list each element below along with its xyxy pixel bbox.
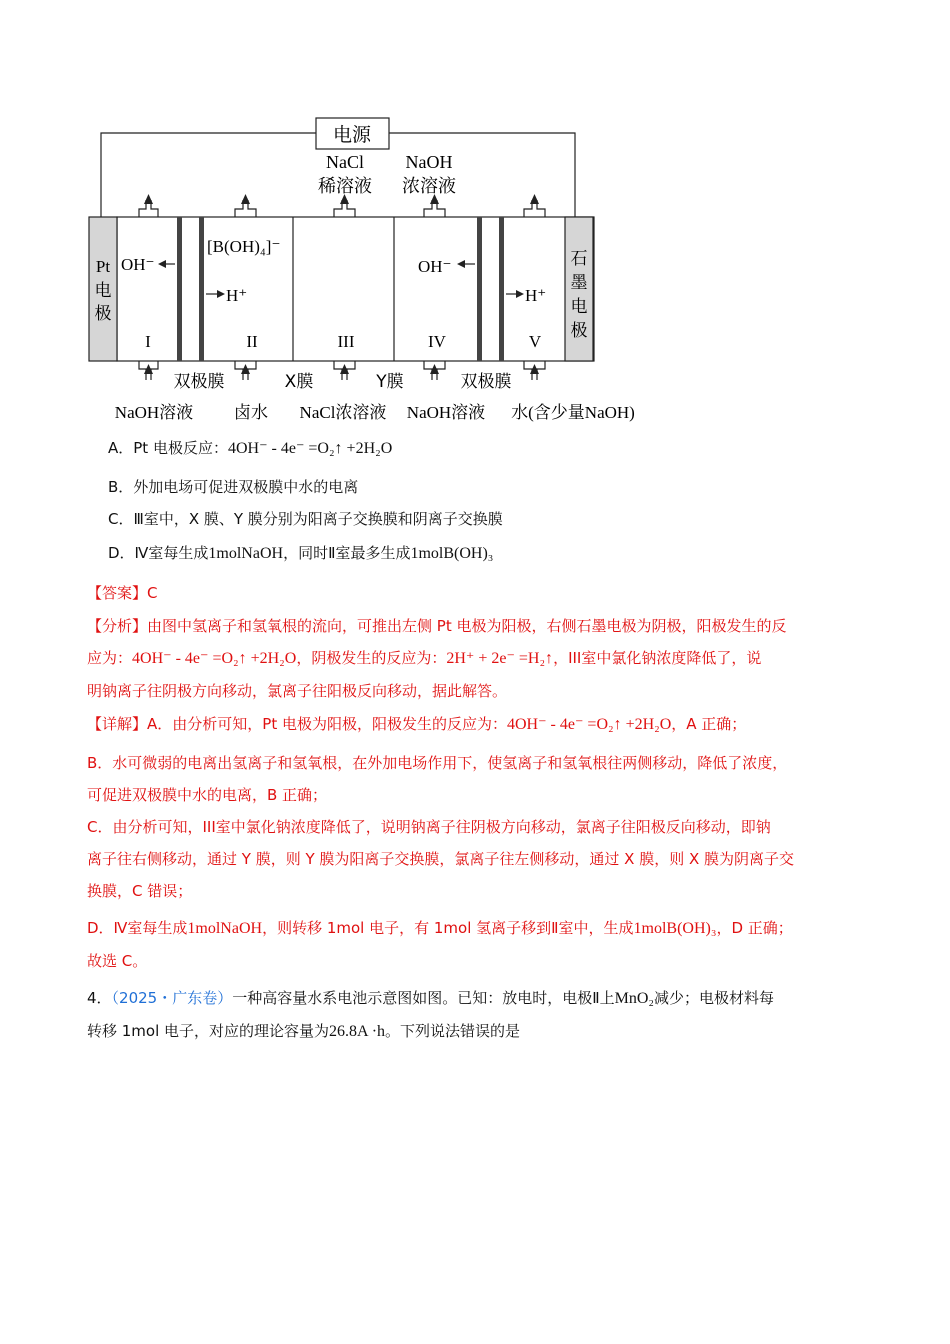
option-a-text: A．Pt 电极反应： — [108, 439, 228, 457]
option-d — [108, 543, 493, 564]
detail-block — [87, 708, 862, 977]
graphite-electrode-char-1: 石 — [570, 249, 588, 269]
bipolar-membrane-right-a — [477, 217, 482, 361]
chamber-3: III — [337, 332, 355, 351]
input-1: NaOH溶液 — [114, 403, 194, 422]
detail-conclusion: 故选 C。 — [87, 952, 148, 970]
analysis-block — [87, 610, 862, 707]
electrolysis-diagram — [80, 112, 660, 434]
question-4-line-1 — [87, 982, 862, 1015]
membrane-bipolar-right: 双极膜 — [460, 372, 512, 392]
question-4-number: 4． — [87, 989, 112, 1007]
option-d-naoh: 1molNaOH — [208, 545, 284, 562]
chamber-2: II — [246, 332, 258, 351]
analysis-text-2a: 应为： — [87, 649, 133, 667]
question-4-source: （2025・广东卷） — [111, 989, 233, 1007]
detail-line-c3: 换膜，C 错误； — [87, 882, 193, 900]
input-2: 卤水 — [234, 403, 268, 423]
membrane-y: Y膜 — [376, 372, 404, 392]
membrane-x: X膜 — [284, 372, 314, 392]
question-4 — [87, 982, 862, 1048]
analysis-text-2b: ，阴极发生的反应为： — [296, 649, 447, 667]
answer-line — [87, 577, 862, 609]
answer-value: C — [147, 584, 158, 602]
detail-a-text: A．由分析可知，Pt 电极为阳极，阳极发生的反应为： — [147, 715, 507, 733]
analysis-line-1 — [87, 610, 862, 642]
detail-label: 【详解】 — [87, 715, 148, 733]
question-4-mno2: MnO₂ — [614, 990, 654, 1007]
analysis-label: 【分析】 — [87, 617, 148, 635]
pt-electrode-char-3: 极 — [94, 304, 112, 324]
ion-boh4: [B(OH)₄]⁻ — [207, 237, 281, 256]
graphite-electrode-char-3: 电 — [570, 297, 588, 317]
power-source-label: 电源 — [332, 124, 372, 146]
anode-equation: 4OH⁻ - 4e⁻ =O₂↑ +2H₂O — [132, 650, 297, 667]
question-4-text-3: 转移 1mol 电子，对应的理论容量为 — [87, 1022, 330, 1040]
label-naoh-conc: 浓溶液 — [402, 176, 456, 197]
detail-line-b1: B．水可微弱的电离出氢离子和氢氧根，在外加电场作用下，使氢离子和氢氧根往两侧移动，降低了浓度， — [87, 754, 788, 772]
detail-line-c1: C．由分析可知，III室中氯化钠浓度降低了，说明钠离子往阴极方向移动，氯离子往阳极反向移动，即钠 — [87, 818, 771, 836]
input-5: 水(含少量NaOH) — [511, 403, 635, 422]
graphite-electrode-char-4: 极 — [570, 321, 588, 341]
option-d-prefix: D．Ⅳ室每生成 — [108, 544, 209, 562]
option-b: B．外加电场可促进双极膜中水的电离 — [108, 478, 359, 496]
detail-line-d — [87, 912, 862, 945]
question-4-capacity: 26.8A ·h — [329, 1023, 386, 1040]
bipolar-membrane-left-a — [177, 217, 182, 361]
label-nacl-dilute: 稀溶液 — [318, 176, 372, 197]
option-a — [108, 438, 392, 459]
pt-electrode-char-1: Pt — [95, 257, 111, 276]
chamber-4: IV — [428, 332, 446, 351]
bipolar-membrane-left-b — [199, 217, 204, 361]
analysis-text-1: 由图中氢离子和氢氧根的流向，可推出左侧 Pt 电极为阳极，右侧石墨电极为阴极，阳极发生的反 — [147, 617, 787, 635]
membrane-bipolar-left: 双极膜 — [173, 372, 225, 392]
ion-oh-right: OH⁻ — [418, 257, 452, 276]
ion-h-left: H⁺ — [226, 286, 248, 305]
detail-d-suffix: ，D 正确； — [716, 919, 793, 937]
answer-label: 【答案】 — [87, 584, 148, 602]
cathode-equation: 2H⁺ + 2e⁻ =H₂↑ — [446, 650, 554, 667]
option-c: C．Ⅲ室中，X 膜、Y 膜分别为阳离子交换膜和阴离子交换膜 — [108, 510, 503, 528]
detail-d-equation: 1molB(OH)₃ — [633, 920, 717, 937]
label-nacl: NaCl — [326, 152, 364, 172]
input-3: NaCl浓溶液 — [299, 403, 387, 422]
ion-h-right: H⁺ — [525, 286, 547, 305]
graphite-electrode-char-2: 墨 — [570, 273, 588, 293]
chamber-5: V — [528, 332, 542, 351]
input-4: NaOH溶液 — [406, 403, 486, 422]
detail-line-c2: 离子往右侧移动，通过 Y 膜，则 Y 膜为阳离子交换膜，氯离子往左侧移动，通过 X 膜，则 X 膜为阴离子交 — [87, 850, 795, 868]
question-4-text-4: 。下列说法错误的是 — [385, 1022, 521, 1040]
option-d-text: ，同时Ⅱ室最多生成 — [283, 544, 411, 562]
option-a-equation: 4OH⁻ - 4e⁻ =O₂↑ +2H₂O — [227, 440, 393, 457]
detail-a-suffix: ，A 正确； — [671, 715, 747, 733]
label-naoh: NaOH — [405, 152, 453, 172]
option-d-equation: 1molB(OH)₃ — [410, 545, 494, 562]
question-4-text-1: 一种高容量水系电池示意图如图。已知：放电时，电极Ⅱ上 — [232, 989, 615, 1007]
detail-d-naoh: 1molNaOH — [187, 920, 263, 937]
analysis-line-3: 明钠离子往阴极方向移动，氯离子往阳极反向移动，据此解答。 — [87, 682, 508, 700]
detail-a-equation: 4OH⁻ - 4e⁻ =O₂↑ +2H₂O — [506, 716, 672, 733]
ion-oh-left: OH⁻ — [121, 255, 155, 274]
pt-electrode-char-2: 电 — [94, 281, 112, 301]
analysis-text-2c: ，III室中氯化钠浓度降低了，说 — [553, 649, 762, 667]
detail-d-prefix: D．Ⅳ室每生成 — [87, 919, 188, 937]
question-4-line-2 — [87, 1015, 862, 1048]
detail-line-b2: 可促进双极膜中水的电离，B 正确； — [87, 786, 328, 804]
detail-d-text: ，则转移 1mol 电子，有 1mol 氢离子移到Ⅱ室中，生成 — [262, 919, 634, 937]
bipolar-membrane-right-b — [499, 217, 504, 361]
question-4-text-2: 减少；电极材料每 — [653, 989, 774, 1007]
detail-line-a — [87, 708, 862, 741]
chamber-1: I — [145, 332, 151, 351]
analysis-line-2 — [87, 642, 862, 675]
